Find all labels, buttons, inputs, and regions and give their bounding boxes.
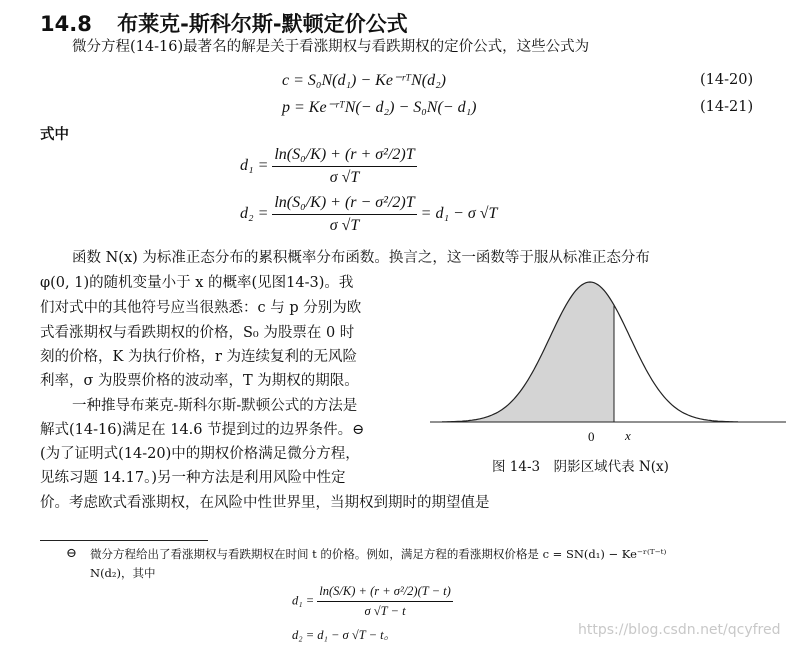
equation-put: p = Ke⁻ʳᵀN(− d₂) − S₀N(− d₁) bbox=[282, 99, 477, 116]
footnote-d1-formula bbox=[292, 584, 453, 619]
d1-numerator: ln(S₀/K) + (r + σ²/2)T bbox=[272, 146, 416, 167]
section-heading bbox=[40, 8, 408, 38]
footnote-d1-fraction bbox=[317, 584, 453, 619]
where-label: 式中 bbox=[40, 126, 69, 143]
footnote-d2-formula: d₂ = d₁ − σ √T − t。 bbox=[292, 628, 397, 642]
d1-formula bbox=[240, 146, 417, 187]
d1-lhs: d₁ = bbox=[240, 157, 269, 175]
d2-lhs: d₂ = bbox=[240, 205, 269, 223]
paragraph-line: 一种推导布莱克-斯科尔斯-默顿公式的方法是 bbox=[72, 398, 358, 414]
normal-distribution-figure bbox=[420, 270, 786, 450]
d2-rhs: = d₁ − σ √T bbox=[420, 205, 498, 223]
d2-denominator: σ √T bbox=[329, 217, 360, 234]
equation-call: c = S₀N(d₁) − Ke⁻ʳᵀN(d₂) bbox=[282, 72, 446, 89]
x-label: x bbox=[625, 428, 631, 443]
footnote-divider bbox=[40, 540, 208, 541]
paragraph-line: 函数 N(x) 为标准正态分布的累积概率分布函数。换言之，这一函数等于服从标准正态分布 bbox=[72, 250, 650, 266]
paragraph-line: 见练习题 14.17。)另一种方法是利用风险中性定 bbox=[40, 470, 346, 486]
paragraph-line: 们对式中的其他符号应当很熟悉：c 与 p 分别为欧 bbox=[40, 300, 362, 316]
watermark-url: https://blog.csdn.net/qcyfred bbox=[578, 622, 781, 638]
paragraph-line: 刻的价格，K 为执行价格，r 为连续复利的无风险 bbox=[40, 349, 357, 365]
d2-numerator: ln(S₀/K) + (r − σ²/2)T bbox=[272, 194, 416, 215]
zero-label: 0 bbox=[588, 429, 595, 444]
d1-denominator: σ √T bbox=[329, 169, 360, 186]
section-number: 14.8 bbox=[40, 12, 92, 36]
paragraph-line: 解式(14-16)满足在 14.6 节提到过的边界条件。⊖ bbox=[40, 422, 365, 438]
paragraph-line: 利率，σ 为股票价格的波动率，T 为期权的期限。 bbox=[40, 373, 359, 389]
footnote-d1-lhs: d₁ = bbox=[292, 593, 315, 608]
paragraph-line: 式看涨期权与看跌期权的价格，S₀ 为股票在 0 时 bbox=[40, 325, 355, 341]
paragraph-line: (为了证明式(14-20)中的期权价格满足微分方程， bbox=[40, 446, 360, 462]
equation-label-14-20: (14-20) bbox=[700, 72, 754, 88]
footnote-d1-denominator: σ √T − t bbox=[364, 604, 406, 618]
shaded-area bbox=[442, 282, 614, 422]
intro-text: 微分方程(14-16)最著名的解是关于看涨期权与看跌期权的定价公式，这些公式为 bbox=[72, 39, 590, 55]
footnote-marker: ⊖ bbox=[66, 546, 77, 561]
figure-caption: 图 14-3 阴影区域代表 N(x) bbox=[492, 459, 669, 475]
d1-fraction bbox=[272, 146, 416, 187]
d2-formula bbox=[240, 194, 497, 235]
paragraph-line: 价。考虑欧式看涨期权，在风险中性世界里，当期权到期时的期望值是 bbox=[40, 495, 490, 511]
d2-fraction bbox=[272, 194, 416, 235]
footnote-line: N(d₂)，其中 bbox=[90, 566, 156, 580]
section-title: 布莱克-斯科尔斯-默顿定价公式 bbox=[117, 12, 408, 36]
equation-label-14-21: (14-21) bbox=[700, 99, 754, 115]
footnote-line: 微分方程给出了看涨期权与看跌期权在时间 t 的价格。例如，满足方程的看涨期权价格是 c = SN(d₁) − Ke⁻ʳ⁽ᵀ⁻ᵗ⁾ bbox=[90, 547, 667, 561]
paragraph-line: φ(0, 1)的随机变量小于 x 的概率(见图14-3)。我 bbox=[40, 275, 354, 291]
footnote-d1-numerator: ln(S/K) + (r + σ²/2)(T − t) bbox=[317, 584, 453, 602]
